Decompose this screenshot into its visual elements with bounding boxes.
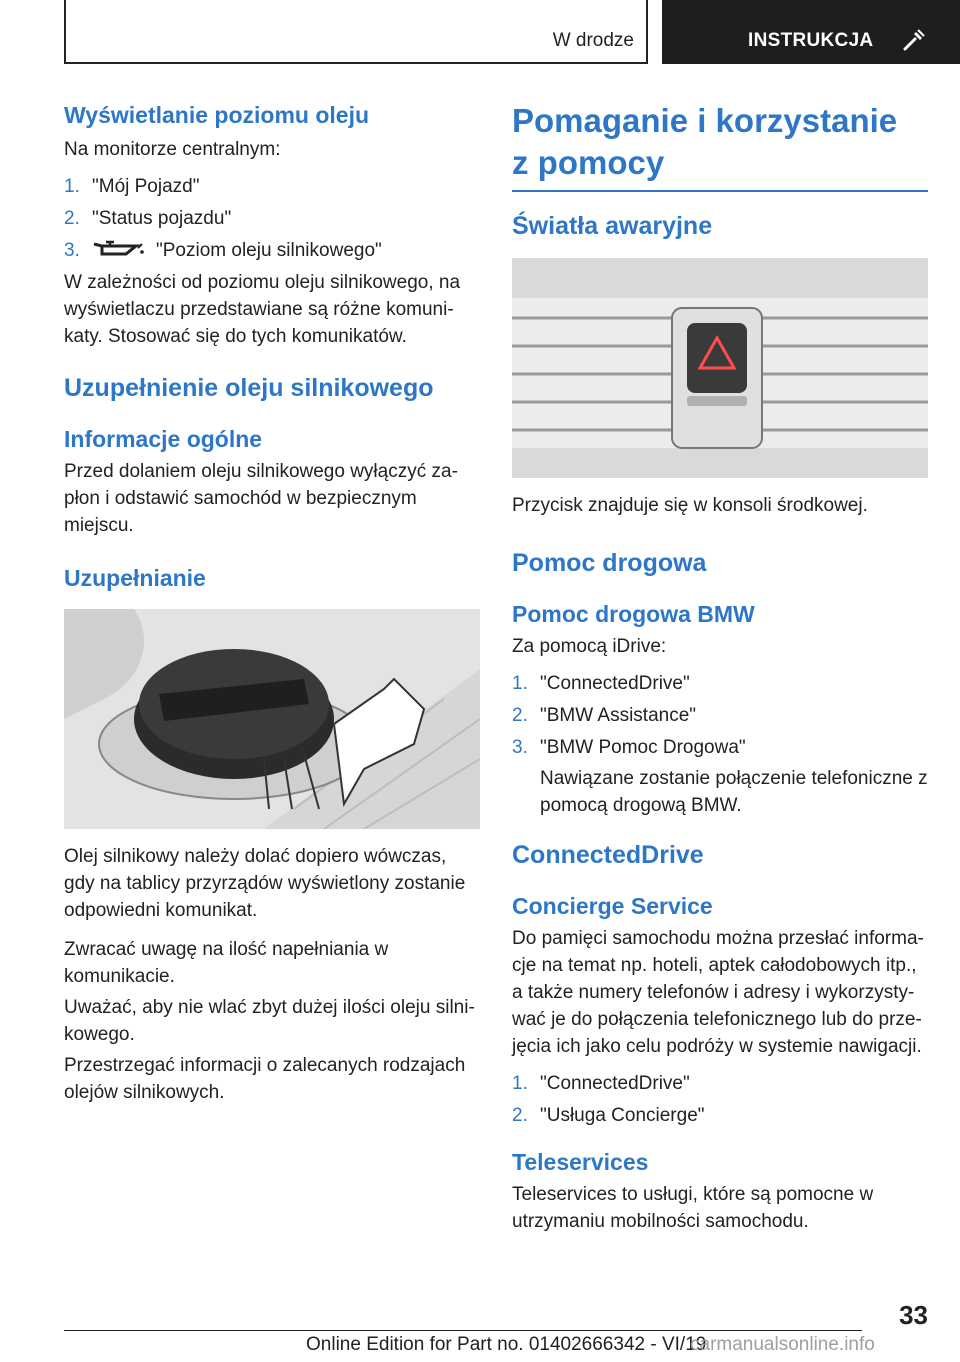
- teleservices-paragraph: Teleservices to usługi, które są pomocne w utrzymaniu mobilności samochodu.: [512, 1184, 874, 1232]
- oil-display-heading: Wyświetlanie poziomu oleju: [64, 102, 370, 128]
- oil-display-intro: Na monitorze centralnym:: [64, 139, 281, 160]
- concierge-step-2: 2. "Usługa Concierge": [512, 1105, 705, 1126]
- topup-paragraph-2: Zwracać uwagę na ilość napełniania w komunikacie.: [64, 939, 389, 987]
- refill-heading: Uzupełnienie oleju silnikowego: [64, 374, 434, 402]
- wrench-icon: [902, 28, 926, 52]
- roadside-step-3: 3. "BMW Pomoc Drogowa" Nawiązane zostanie połączenie telefoniczne z pomocą drogową BMW.: [512, 734, 928, 819]
- concierge-steps-list: [512, 1070, 928, 1129]
- oil-display-paragraph: W zależności od poziomu oleju silnikowego, na wyświetlaczu przedstawiane są różne komunikaty. Stosować się do tych komunikatów.: [64, 272, 461, 347]
- teleservices-heading: Teleservices: [512, 1149, 649, 1175]
- main-section-heading: Pomaganie i korzystanie z pomocy: [512, 100, 928, 192]
- right-column: [512, 100, 928, 1235]
- hazard-button-illustration: [512, 258, 928, 478]
- section-title: W drodze: [552, 30, 634, 51]
- oil-can-icon: [92, 238, 148, 260]
- oil-steps-list: [64, 173, 480, 264]
- footer-divider: [64, 1330, 862, 1331]
- topup-heading: Uzupełnianie: [64, 565, 206, 591]
- concierge-step-1: 1. "ConnectedDrive": [512, 1073, 690, 1094]
- page-number: 33: [899, 1300, 928, 1330]
- oil-step-1: 1. "Mój Pojazd": [64, 176, 200, 197]
- roadside-step-3-note: Nawiązane zostanie połączenie telefoniczne z pomocą drogową BMW.: [540, 768, 928, 816]
- bmw-roadside-heading: Pomoc drogowa BMW: [512, 601, 755, 627]
- oil-step-2: 2. "Status pojazdu": [64, 208, 232, 229]
- topup-paragraph-1: Olej silnikowy należy dolać dopiero wówczas, gdy na tablicy przyrządów wyświetlony zostanie odpowiedni komunikat.: [64, 846, 466, 921]
- header-chapter-tab: [662, 0, 960, 64]
- chapter-title: INSTRUKCJA: [748, 30, 874, 51]
- topup-paragraph-4: Przestrzegać informacji o zalecanych rodzajach olejów silnikowych.: [64, 1055, 466, 1103]
- concierge-heading: Concierge Service: [512, 893, 713, 919]
- left-column: [64, 100, 480, 1106]
- hazard-lights-heading: Światła awaryjne: [512, 212, 713, 240]
- roadside-steps-list: [512, 670, 928, 819]
- header-section-box: [64, 0, 648, 64]
- oil-cap-illustration: [64, 609, 480, 829]
- connecteddrive-heading: ConnectedDrive: [512, 841, 704, 869]
- roadside-step-1: 1. "ConnectedDrive": [512, 673, 690, 694]
- bmw-roadside-intro: Za pomocą iDrive:: [512, 636, 667, 657]
- watermark: carmanualsonline.info: [690, 1334, 875, 1355]
- general-info-paragraph: Przed dolaniem oleju silnikowego wyłączyć zapłon i odstawić samochód w bezpiecznym miejscu.: [64, 461, 458, 536]
- topup-paragraph-3: Uważać, aby nie wlać zbyt dużej ilości oleju silnikowego.: [64, 997, 475, 1045]
- edition-footer: Online Edition for Part no. 01402666342 - VI/19: [306, 1334, 707, 1355]
- general-info-heading: Informacje ogólne: [64, 426, 263, 452]
- roadside-step-2: 2. "BMW Assistance": [512, 705, 697, 726]
- oil-step-3: 3. "Poziom oleju silnikowego": [64, 240, 382, 261]
- roadside-heading: Pomoc drogowa: [512, 549, 707, 577]
- hazard-caption: Przycisk znajduje się w konsoli środkowej.: [512, 495, 868, 516]
- concierge-paragraph: Do pamięci samochodu można przesłać informacje na temat np. hoteli, aptek całodobowych itp., a także numery telefonów i adresy i wykorzystywać je do połączenia telefonicznego lub do przejęcia ich jako celu podróży w systemie nawigacji.: [512, 928, 924, 1057]
